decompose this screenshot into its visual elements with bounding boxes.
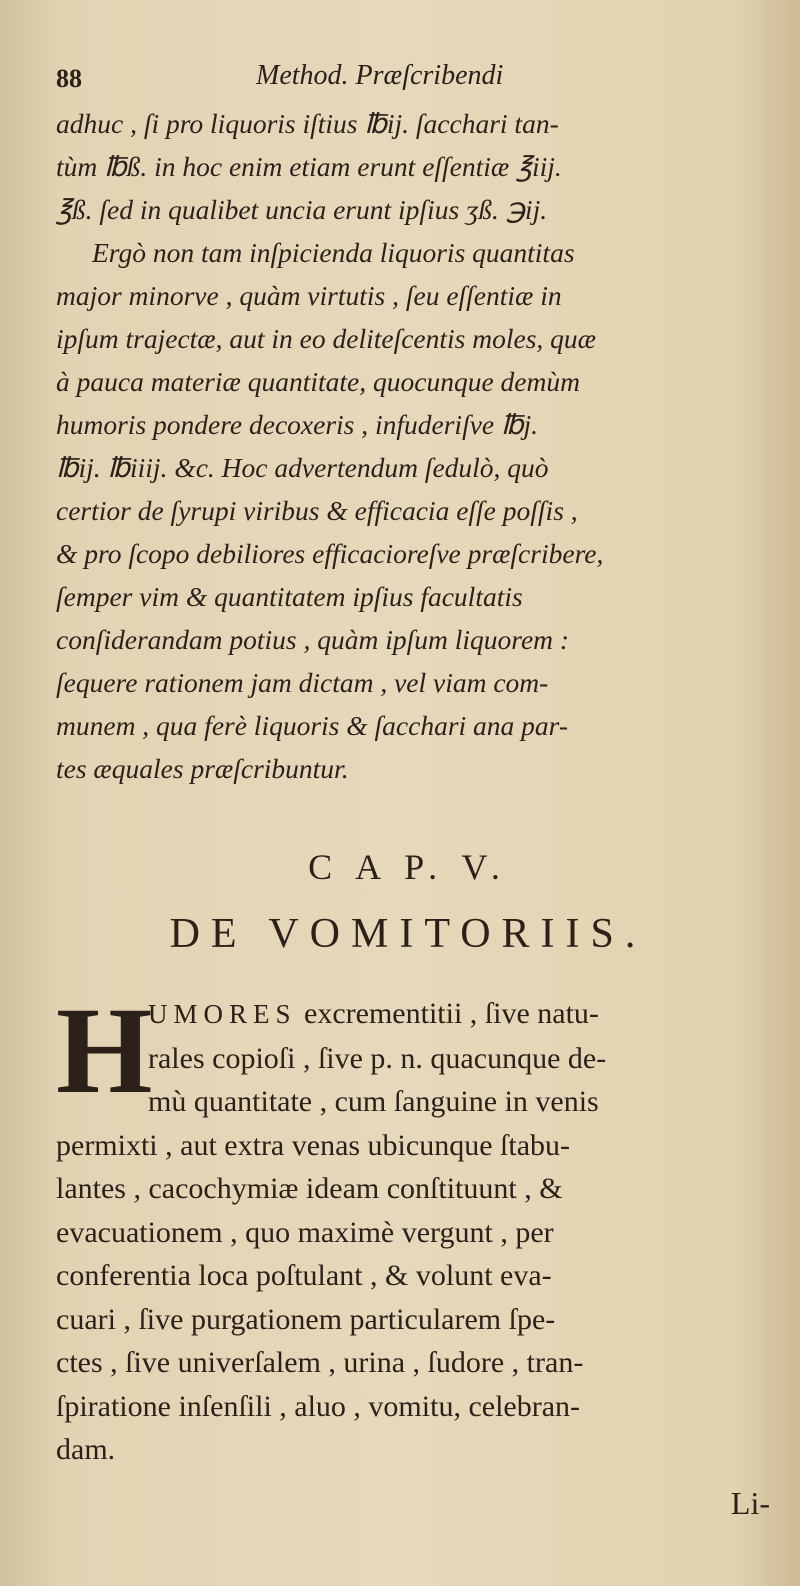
text-line: tes æquales præſcribuntur. [56, 753, 349, 784]
text-line-rest: excrementitii , ſive natu- [304, 997, 599, 1030]
text-line: major minorve , quàm virtutis , ſeu eſſentiæ in [56, 280, 562, 311]
text-line: rales copioſi , ſive p. n. quacunque de- [148, 1041, 607, 1075]
text-line: conferentia loca poſtulant , & volunt eva- [56, 1259, 552, 1292]
running-title: Method. Præſcribendi [256, 60, 504, 91]
text-line: dam. [56, 1433, 116, 1466]
text-line: humoris pondere decoxeris , infuderiſve ℔j. [56, 409, 539, 440]
text-line: ctes , ſive univerſalem , urina , ſudore , tran- [56, 1346, 584, 1379]
text-line: adhuc , ſi pro liquoris iſtius ℔ij. ſacchari tan- [56, 108, 559, 139]
catchword: Li- [730, 1485, 770, 1521]
chapter-title: DE VOMITORIIS. [169, 911, 647, 957]
text-line [56, 992, 760, 1037]
text-line: conſiderandam potius , quàm ipſum liquorem : [56, 624, 570, 655]
text-line: ℥ß. ſed in qualibet uncia erunt ipſius ʒß. ℈ij. [56, 194, 548, 225]
text-line: ipſum trajectæ, aut in eo deliteſcentis moles, quæ [56, 323, 596, 354]
drop-cap: H [56, 982, 153, 1119]
text-line: ℔ij. ℔iiij. &c. Hoc advertendum ſedulò, quò [56, 452, 549, 483]
first-word: UMORES [148, 999, 297, 1029]
text-line: tùm ℔ß. in hoc enim etiam erunt eſſentiæ ℥iij. [56, 151, 562, 182]
text-line: ſemper vim & quantitatem ipſius facultatis [56, 581, 523, 612]
page-number: 88 [56, 64, 82, 93]
text-line: à pauca materiæ quantitate, quocunque demùm [56, 366, 580, 397]
text-line: ſequere rationem jam dictam , vel viam com- [56, 667, 549, 698]
text-line: certior de ſyrupi viribus & efficacia eſſe poſſis , [56, 495, 578, 526]
text-line: lantes , cacochymiæ ideam conſtituunt , & [56, 1172, 563, 1205]
text-line: Ergò non tam inſpicienda liquoris quantitas [92, 237, 575, 268]
text-line: ſpiratione inſenſili , aluo , vomitu, celebran- [56, 1389, 581, 1423]
text-line: cuari , ſive purgationem particularem ſpe- [56, 1302, 556, 1336]
text-line: & pro ſcopo debiliores efficacioreſve præſcribere, [56, 538, 604, 569]
text-line: evacuationem , quo maximè vergunt , per [56, 1215, 554, 1249]
page-header [56, 56, 760, 98]
text-line: munem , qua ferè liquoris & ſacchari ana par- [56, 710, 568, 741]
italic-paragraph [56, 102, 760, 790]
chapter-label: C A P. V. [308, 847, 508, 887]
text-line: mù quantitate , cum ſanguine in venis [148, 1085, 599, 1118]
text-line: permixti , aut extra venas ubicunque ſtabu- [56, 1128, 570, 1162]
chapter-body [56, 982, 760, 1472]
